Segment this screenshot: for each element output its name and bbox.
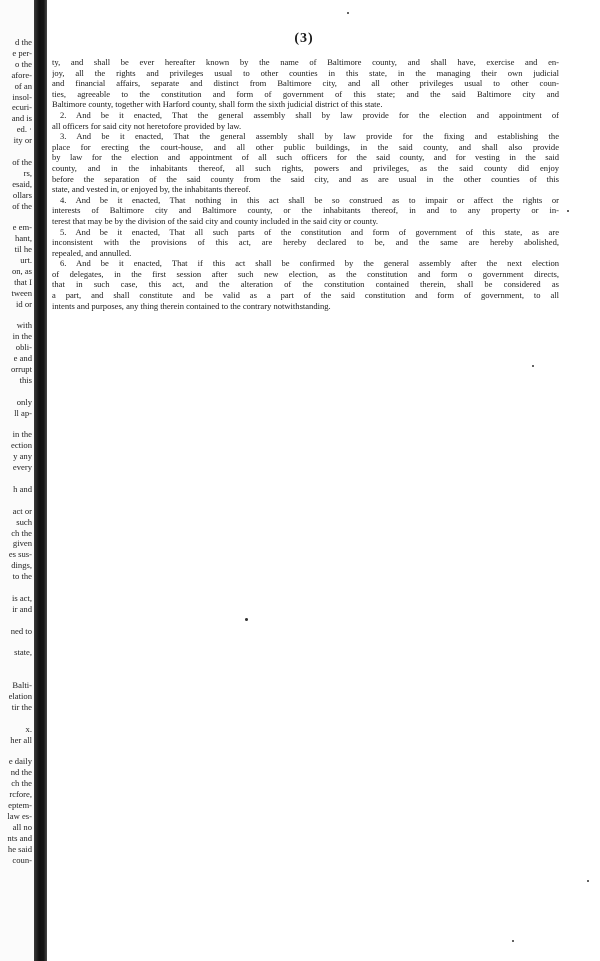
- previous-page-text-fragment: rs,: [23, 167, 32, 178]
- previous-page-text-fragment: ch the: [11, 527, 32, 538]
- previous-page-text-fragment: d the: [15, 37, 32, 47]
- previous-page-text-fragment: her all: [10, 734, 32, 745]
- body-text: [52, 57, 559, 311]
- previous-page-text-fragment: orrupt: [10, 364, 32, 374]
- previous-page-text-fragment: insol-: [12, 91, 32, 102]
- previous-page-text-fragment: afore-: [11, 69, 32, 80]
- page-number: (3): [294, 31, 314, 46]
- previous-page-text-fragment: ecuri-: [11, 102, 32, 113]
- previous-page-text-fragment: such: [16, 516, 32, 527]
- previous-page-text-fragment: esaid,: [12, 178, 32, 189]
- text-line: 6. And be it enacted, That if this act shall be confirmed by the general assembly after the next election: [60, 258, 559, 269]
- text-line: ty, and shall be ever hereafter known by the name of Baltimore county, and shall have, exercise and en-: [52, 57, 559, 67]
- previous-page-text-fragment: ch the: [11, 778, 32, 789]
- previous-page-text-fragment: with: [16, 320, 32, 331]
- text-line: 3. And be it enacted, That the general assembly shall by law provide for the fixing and establishing the: [60, 131, 559, 142]
- text-line: 4. And be it enacted, That nothing in this act shall be so construed as to impair or affect the rights or: [60, 194, 559, 205]
- text-line: a part, and shall constitute and be valid as a part of the said constitution and form of government, to all: [52, 290, 559, 301]
- previous-page-text-fragment: in the: [12, 429, 32, 440]
- previous-page-text-fragment: eptem-: [8, 800, 32, 810]
- previous-page-text-fragment: ll ap-: [14, 407, 32, 418]
- previous-page-text-fragment: e and: [13, 353, 32, 364]
- previous-page-text-fragment: elation: [8, 691, 32, 701]
- previous-page-text-fragment: is act,: [11, 592, 32, 603]
- previous-page-text-fragment: hant,: [15, 233, 32, 244]
- previous-page-text-fragment: ned to: [10, 625, 32, 636]
- previous-page-text-fragment: nd the: [10, 767, 32, 778]
- ink-speck: [567, 210, 569, 212]
- text-line: 5. And be it enacted, That all such parts of the constitution and form of government of this state, as are: [60, 226, 559, 237]
- text-line: joy, all the rights and privileges usual to other counties in this state, in the managing their own judicial: [52, 67, 559, 78]
- previous-page-text-fragment: and is: [11, 113, 32, 124]
- text-line: of delegates, in the first session after such new election, as the constitution and form o government directs,: [52, 268, 559, 279]
- previous-page-text-fragment: e per-: [12, 47, 32, 58]
- previous-page-text-fragment: obli-: [15, 342, 32, 353]
- previous-page-text-fragment: on, as: [11, 265, 32, 276]
- previous-page-text-fragment: that I: [14, 276, 32, 287]
- previous-page-text-fragment: id or: [16, 298, 32, 309]
- previous-page-text-fragment: Balti-: [12, 680, 32, 691]
- previous-page-text-fragment: ity or: [13, 135, 32, 146]
- previous-page-text-fragment: ed. ·: [16, 124, 32, 135]
- previous-page-text-fragment: act or: [12, 505, 32, 516]
- text-line: all officers for said city not heretofore provided by law.: [52, 120, 242, 131]
- previous-page-text-fragment: x.: [25, 723, 32, 734]
- previous-page-text-fragment: y any: [13, 451, 32, 462]
- previous-page-margin: [0, 0, 34, 961]
- previous-page-text-fragment: tir the: [11, 701, 32, 712]
- text-line: terest that may be by the division of the said city and county included in the said city or county.: [52, 215, 379, 226]
- ink-speck: [532, 365, 534, 367]
- previous-page-text-fragment: of an: [14, 80, 32, 91]
- previous-page-text-fragment: es sus-: [8, 549, 32, 560]
- previous-page-text-fragment: in the: [12, 331, 32, 342]
- previous-page-text-fragment: all no: [12, 821, 32, 832]
- previous-page-text-fragment: he said: [7, 843, 32, 854]
- text-line: before the separation of the said county from the said city, and as are usual in the other counties of this: [52, 173, 559, 184]
- text-line: repealed, and annulled.: [52, 247, 132, 258]
- text-line: inconsistent with the provisions of this act, are hereby declared to be, and the same are hereby abolished,: [52, 237, 559, 248]
- text-line: intents and purposes, any thing therein contained to the contrary notwithstanding.: [52, 300, 331, 311]
- previous-page-text-fragment: given: [12, 538, 32, 549]
- text-line: interests of Baltimore city and Baltimore county, or the inhabitants thereof, in and to any property or in-: [52, 205, 559, 216]
- previous-page-text-fragment: of the: [12, 156, 32, 167]
- previous-page-text-fragment: o the: [15, 58, 32, 69]
- text-line: by law for the election and appointment of all such officers for the said county, and for vesting in the said: [52, 152, 559, 163]
- previous-page-text-fragment: ection: [11, 440, 32, 451]
- previous-page-text-fragment: ir and: [12, 603, 32, 614]
- text-line: Baltimore county, together with Harford county, shall form the sixth judicial district of this state.: [52, 99, 383, 110]
- text-line: county, and in the inhabitants thereof, all such rights, powers and privileges, as the said county did enjoy: [52, 162, 559, 173]
- previous-page-text-fragment: nts and: [7, 832, 32, 843]
- previous-page-text-fragment: only: [16, 396, 32, 407]
- book-binding-gutter: [34, 0, 47, 961]
- text-line: that in such case, this act, and the alteration of the constitution contained therein, shall be considered as: [52, 279, 559, 290]
- ink-speck: [245, 618, 248, 621]
- previous-page-text-fragment: rcfore,: [9, 789, 32, 800]
- previous-page-text-fragment: tween: [11, 287, 32, 298]
- text-line: ties, agreeable to the constitution and form of government of this state; and the said Baltimore city and: [52, 88, 559, 99]
- previous-page-text-fragment: ollars: [12, 189, 32, 200]
- previous-page-text-fragment: to the: [12, 571, 32, 582]
- previous-page-text-fragment: e em-: [12, 222, 32, 233]
- previous-page-text-fragment: this: [19, 374, 32, 385]
- previous-page-text-fragment: til he: [14, 244, 32, 255]
- text-line: place for erecting the court-house, and all other public buildings, in the said county, and shall also provide: [52, 141, 559, 152]
- document-page: [47, 0, 600, 961]
- previous-page-text-fragment: e daily: [8, 756, 32, 767]
- text-line: and financial affairs, separate and distinct from Baltimore city, and all other privileges usual to other coun-: [52, 78, 559, 89]
- previous-page-text-fragment: every: [12, 462, 32, 473]
- text-line: state, and vested in, or enjoyed by, the inhabitants thereof.: [52, 184, 251, 195]
- previous-page-text-fragment: law es-: [7, 810, 32, 821]
- previous-page-text-fragment: h and: [13, 483, 32, 494]
- ink-speck: [512, 940, 514, 942]
- ink-speck: [587, 880, 589, 882]
- previous-page-text-fragment: state,: [14, 647, 32, 658]
- previous-page-text-fragment: of the: [12, 200, 32, 211]
- ink-speck: [347, 12, 349, 14]
- previous-page-text-fragment: coun-: [12, 854, 32, 865]
- previous-page-text-fragment: dings,: [11, 560, 32, 571]
- previous-page-text-fragment: urt.: [20, 255, 32, 265]
- text-line: 2. And be it enacted, That the general assembly shall by law provide for the election and appointment of: [60, 109, 559, 120]
